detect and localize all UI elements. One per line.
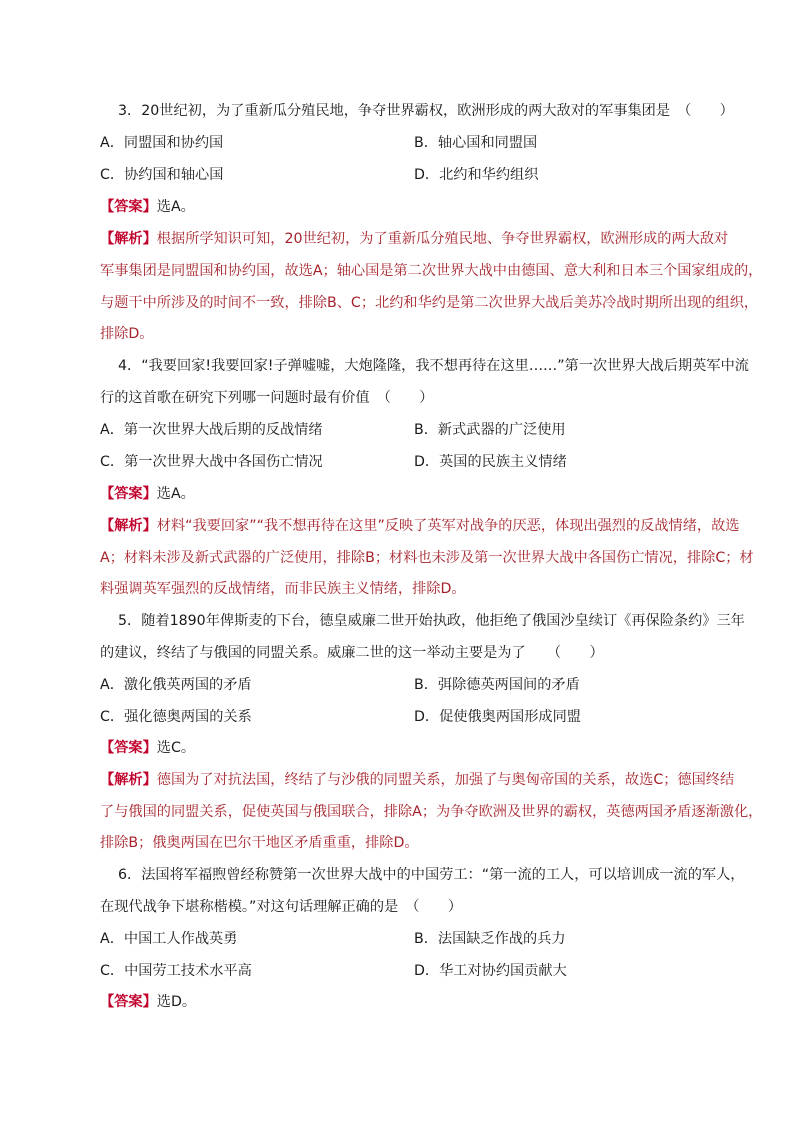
analysis-text: 根据所学知识可知，20世纪初，为了重新瓜分殖民地、争夺世界霸权，欧洲形成的两大敌对 bbox=[156, 231, 729, 247]
question-5-option-c: C．强化德奥两国的关系 bbox=[100, 709, 252, 725]
answer-tag: 【答案】 bbox=[100, 994, 157, 1010]
question-6-option-d: D．华工对协约国贡献大 bbox=[414, 963, 567, 979]
question-4-analysis-line-3: 料强调英军强烈的反战情绪，而非民族主义情绪，排除D。 bbox=[100, 581, 466, 597]
question-6-answer bbox=[100, 991, 196, 1013]
question-3-option-a: A．同盟国和协约国 bbox=[100, 135, 224, 151]
answer-text: 选C。 bbox=[156, 740, 196, 756]
question-6-option-b: B．法国缺乏作战的兵力 bbox=[414, 931, 566, 947]
question-4-stem-line-1: 4．“我要回家!我要回家!子弹嘘嘘，大炮隆隆，我不想再待在这里……”第一次世界大战后期英军中流 bbox=[118, 358, 749, 374]
question-6-stem-line-1: 6．法国将军福煦曾经称赞第一次世界大战中的中国劳工：“第一流的工人，可以培训成一流的军人， bbox=[118, 867, 745, 883]
question-4-option-a: A．第一次世界大战后期的反战情绪 bbox=[100, 422, 323, 438]
question-6-stem-line-2: 在现代战争下堪称楷模。”对这句话理解正确的是 （ ） bbox=[100, 899, 463, 915]
question-3-option-d: D．北约和华约组织 bbox=[414, 167, 539, 183]
analysis-tag: 【解析】 bbox=[100, 231, 157, 247]
analysis-tag: 【解析】 bbox=[100, 518, 157, 534]
analysis-text: 德国为了对抗法国，终结了与沙俄的同盟关系，加强了与奥匈帝国的关系，故选C；德国终结 bbox=[156, 772, 735, 788]
question-5-option-a: A．激化俄英两国的矛盾 bbox=[100, 677, 252, 693]
question-5-analysis-line-1 bbox=[100, 769, 734, 791]
answer-tag: 【答案】 bbox=[100, 486, 157, 502]
question-3-analysis-line-1 bbox=[100, 228, 728, 250]
question-4-option-b: B．新式武器的广泛使用 bbox=[414, 422, 566, 438]
question-5-stem-line-1: 5．随着1890年俾斯麦的下台，德皇威廉二世开始执政，他拒绝了俄国沙皇续订《再保险条约》三年 bbox=[118, 613, 745, 629]
question-5-option-d: D．促使俄奥两国形成同盟 bbox=[414, 709, 581, 725]
answer-tag: 【答案】 bbox=[100, 199, 157, 215]
question-3-option-b: B．轴心国和同盟国 bbox=[414, 135, 538, 151]
question-3-stem: 3．20世纪初，为了重新瓜分殖民地，争夺世界霸权，欧洲形成的两大敌对的军事集团是 （ ） bbox=[118, 103, 734, 119]
question-4-option-c: C．第一次世界大战中各国伤亡情况 bbox=[100, 454, 323, 470]
question-4-answer bbox=[100, 483, 195, 505]
analysis-tag: 【解析】 bbox=[100, 772, 157, 788]
question-5-answer bbox=[100, 737, 195, 759]
question-6-option-c: C．中国劳工技术水平高 bbox=[100, 963, 252, 979]
question-4-stem-line-2: 行的这首歌在研究下列哪一问题时最有价值 （ ） bbox=[100, 390, 434, 406]
question-3-analysis-line-2: 军事集团是同盟国和协约国，故选A；轴心国是第二次世界大战中由德国、意大利和日本三个国家组成的， bbox=[100, 263, 763, 279]
question-3-analysis-line-3: 与题干中所涉及的时间不一致，排除B、C；北约和华约是第二次世界大战后美苏冷战时期所出现的组织， bbox=[100, 295, 759, 311]
question-5-analysis-line-2: 了与俄国的同盟关系，促使英国与俄国联合，排除A；为争夺欧洲及世界的霸权，英德两国矛盾逐渐激化， bbox=[100, 804, 763, 820]
answer-text: 选A。 bbox=[156, 199, 195, 215]
question-3-analysis-line-4: 排除D。 bbox=[100, 326, 154, 342]
question-4-analysis-line-2: A；材料未涉及新式武器的广泛使用，排除B；材料也未涉及第一次世界大战中各国伤亡情况，排除C；材 bbox=[100, 550, 754, 566]
question-3-option-c: C．协约国和轴心国 bbox=[100, 167, 224, 183]
answer-text: 选A。 bbox=[156, 486, 195, 502]
question-5-analysis-line-3: 排除B；俄奥两国在巴尔干地区矛盾重重，排除D。 bbox=[100, 835, 419, 851]
question-6-option-a: A．中国工人作战英勇 bbox=[100, 931, 238, 947]
question-4-option-d: D．英国的民族主义情绪 bbox=[414, 454, 567, 470]
analysis-text: 材料“我要回家”“我不想再待在这里”反映了英军对战争的厌恶，体现出强烈的反战情绪，故选 bbox=[156, 518, 740, 534]
question-3-answer bbox=[100, 196, 195, 218]
question-4-analysis-line-1 bbox=[100, 515, 739, 537]
answer-text: 选D。 bbox=[156, 994, 197, 1010]
answer-tag: 【答案】 bbox=[100, 740, 157, 756]
question-5-option-b: B．弭除德英两国间的矛盾 bbox=[414, 677, 580, 693]
question-5-stem-line-2: 的建议，终结了与俄国的同盟关系。威廉二世的这一举动主要是为了 （ ） bbox=[100, 645, 604, 661]
